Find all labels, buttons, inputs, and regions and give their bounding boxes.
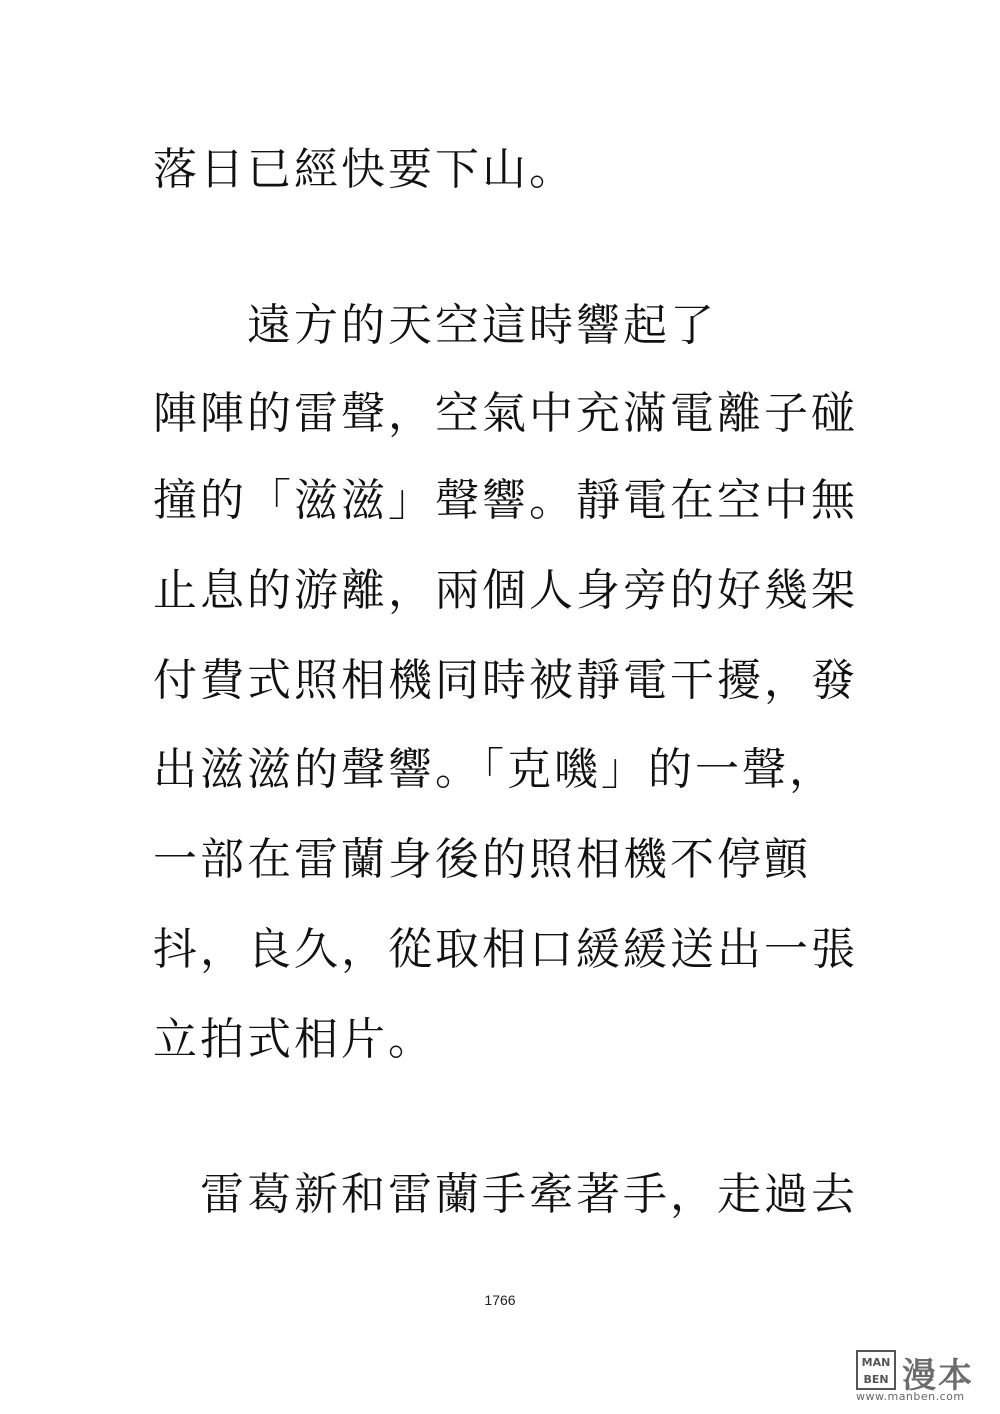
watermark-url: www.manben.com: [856, 1390, 965, 1403]
text-line-7: 出滋滋的聲響。「克嘰」的一聲，: [153, 744, 836, 795]
text-line-4: 撞的「滋滋」聲響。靜電在空中無: [153, 475, 858, 526]
text-line-1: 落日已經快要下山。: [153, 144, 576, 195]
text-line-11: 雷葛新和雷蘭手牽著手，走過去: [153, 1169, 858, 1220]
text-line-3: 陣陣的雷聲，空氣中充滿電離子碰: [153, 388, 858, 439]
watermark-logo-box: MAN BEN: [856, 1350, 896, 1390]
text-line-2: 遠方的天空這時響起了: [153, 300, 717, 351]
text-line-10: 立拍式相片。: [153, 1014, 435, 1065]
text-line-5: 止息的游離，兩個人身旁的好幾架: [153, 565, 858, 616]
watermark-logo-text: 漫本: [902, 1356, 974, 1396]
manben-watermark: [856, 1350, 986, 1402]
text-line-9: 抖，良久，從取相口緩緩送出一張: [153, 924, 858, 975]
text-line-8: 一部在雷蘭身後的照相機不停顫: [153, 834, 811, 885]
page-number: 1766: [484, 1292, 516, 1308]
text-line-6: 付費式照相機同時被靜電干擾，發: [153, 655, 858, 706]
